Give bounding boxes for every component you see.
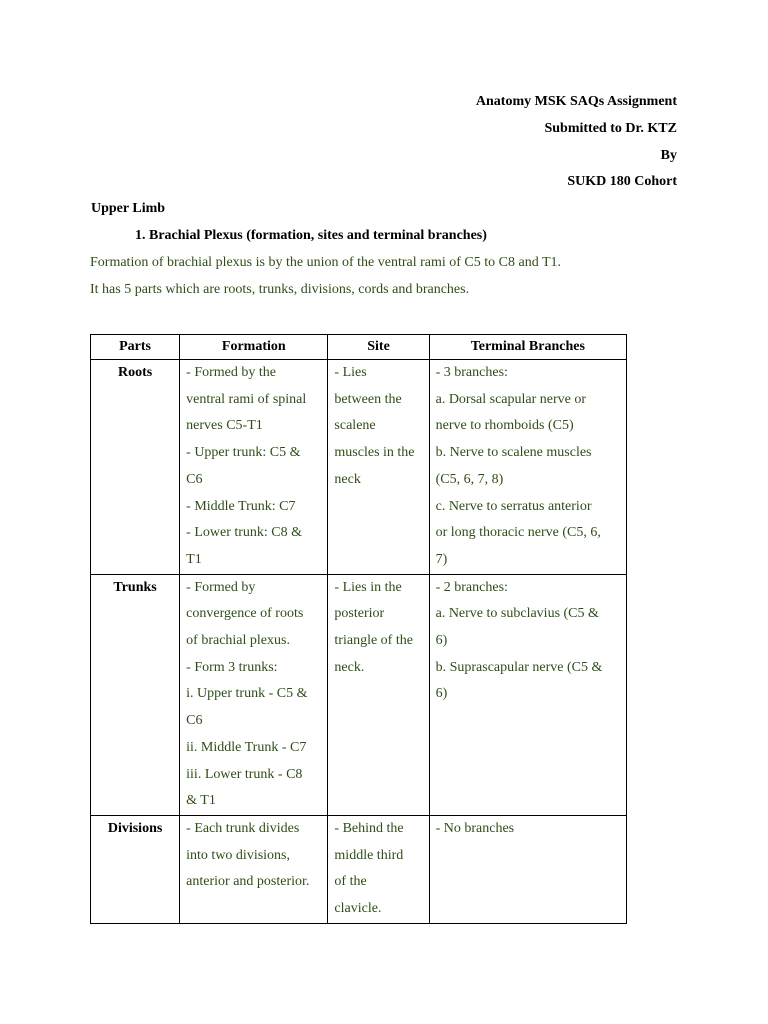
formation-line: iii. Lower trunk - C8 — [186, 766, 303, 782]
intro-paragraph-1: Formation of brachial plexus is by the union of the ventral rami of C5 to C8 and T1. — [90, 255, 561, 270]
formation-cell — [180, 574, 328, 815]
site-line: scalene — [334, 418, 376, 434]
part-name: Trunks — [91, 574, 180, 815]
formation-line: i. Upper trunk - C5 & — [186, 686, 308, 702]
header-parts: Parts — [91, 335, 180, 360]
site-cell — [328, 815, 429, 923]
submitted-to: Submitted to Dr. KTZ — [544, 121, 677, 136]
section-title: Upper Limb — [91, 201, 166, 216]
site-line: neck. — [334, 659, 365, 675]
site-line: clavicle. — [334, 901, 382, 917]
site-line: posterior — [334, 606, 385, 622]
branches-line: or long thoracic nerve (C5, 6, — [435, 525, 601, 541]
formation-line: ii. Middle Trunk - C7 — [186, 739, 307, 755]
formation-line: of brachial plexus. — [186, 633, 290, 649]
part-name: Roots — [91, 360, 180, 575]
formation-line: - Formed by the — [186, 365, 276, 380]
branches-line: a. Nerve to subclavius (C5 & — [435, 606, 599, 622]
site-line: neck — [334, 471, 361, 487]
branches-line: (C5, 6, 7, 8) — [435, 471, 504, 487]
question-heading: 1. Brachial Plexus (formation, sites and terminal branches) — [135, 228, 487, 243]
formation-cell — [180, 815, 328, 923]
branches-line: a. Dorsal scapular nerve or — [435, 391, 587, 407]
intro-paragraph-2: It has 5 parts which are roots, trunks, divisions, cords and branches. — [90, 282, 470, 297]
branches-line: b. Suprascapular nerve (C5 & — [435, 659, 603, 675]
site-line: middle third — [334, 847, 404, 863]
branches-line: b. Nerve to scalene muscles — [435, 445, 592, 461]
author: SUKD 180 Cohort — [567, 174, 677, 189]
table-body — [91, 360, 627, 924]
brachial-plexus-table — [90, 334, 627, 924]
by-label: By — [660, 148, 677, 163]
table-row — [91, 574, 627, 815]
formation-line: C6 — [186, 713, 203, 729]
site-line: between the — [334, 391, 402, 407]
formation-line: C6 — [186, 471, 203, 487]
table-header-row — [91, 335, 627, 360]
formation-line: into two divisions, — [186, 847, 291, 863]
branches-line: - 3 branches: — [435, 365, 508, 380]
formation-line: & T1 — [186, 793, 216, 809]
formation-line: - Upper trunk: C5 & — [186, 445, 301, 461]
branches-line: - No branches — [435, 820, 515, 836]
branches-cell — [429, 360, 626, 575]
formation-line: anterior and posterior. — [186, 874, 310, 890]
part-name: Divisions — [91, 815, 180, 923]
header-formation: Formation — [180, 335, 328, 360]
formation-line: ventral rami of spinal — [186, 391, 307, 407]
formation-line: convergence of roots — [186, 606, 304, 622]
formation-line: - Each trunk divides — [186, 820, 300, 836]
document-title: Anatomy MSK SAQs Assignment — [475, 94, 677, 109]
table-row — [91, 815, 627, 923]
site-cell — [328, 360, 429, 575]
formation-line: nerves C5-T1 — [186, 418, 263, 434]
header-site: Site — [328, 335, 429, 360]
branches-line: - 2 branches: — [435, 579, 508, 595]
site-cell — [328, 574, 429, 815]
site-line: - Lies in the — [334, 579, 402, 595]
branches-line: 7) — [435, 551, 448, 567]
formation-line: T1 — [186, 551, 202, 567]
formation-line: - Lower trunk: C8 & — [186, 525, 303, 541]
site-line: - Behind the — [334, 820, 404, 836]
site-line: - Lies — [334, 365, 367, 380]
branches-line: nerve to rhomboids (C5) — [435, 418, 574, 434]
formation-line: - Form 3 trunks: — [186, 659, 278, 675]
formation-line: - Formed by — [186, 579, 256, 595]
branches-cell — [429, 574, 626, 815]
header-terminal-branches: Terminal Branches — [429, 335, 626, 360]
site-line: muscles in the — [334, 445, 415, 461]
branches-cell — [429, 815, 626, 923]
branches-line: 6) — [435, 633, 448, 649]
branches-line: 6) — [435, 686, 448, 702]
branches-line: c. Nerve to serratus anterior — [435, 498, 592, 514]
formation-line: - Middle Trunk: C7 — [186, 498, 296, 514]
table-row — [91, 360, 627, 575]
site-line: triangle of the — [334, 633, 413, 649]
site-line: of the — [334, 874, 367, 890]
formation-cell — [180, 360, 328, 575]
